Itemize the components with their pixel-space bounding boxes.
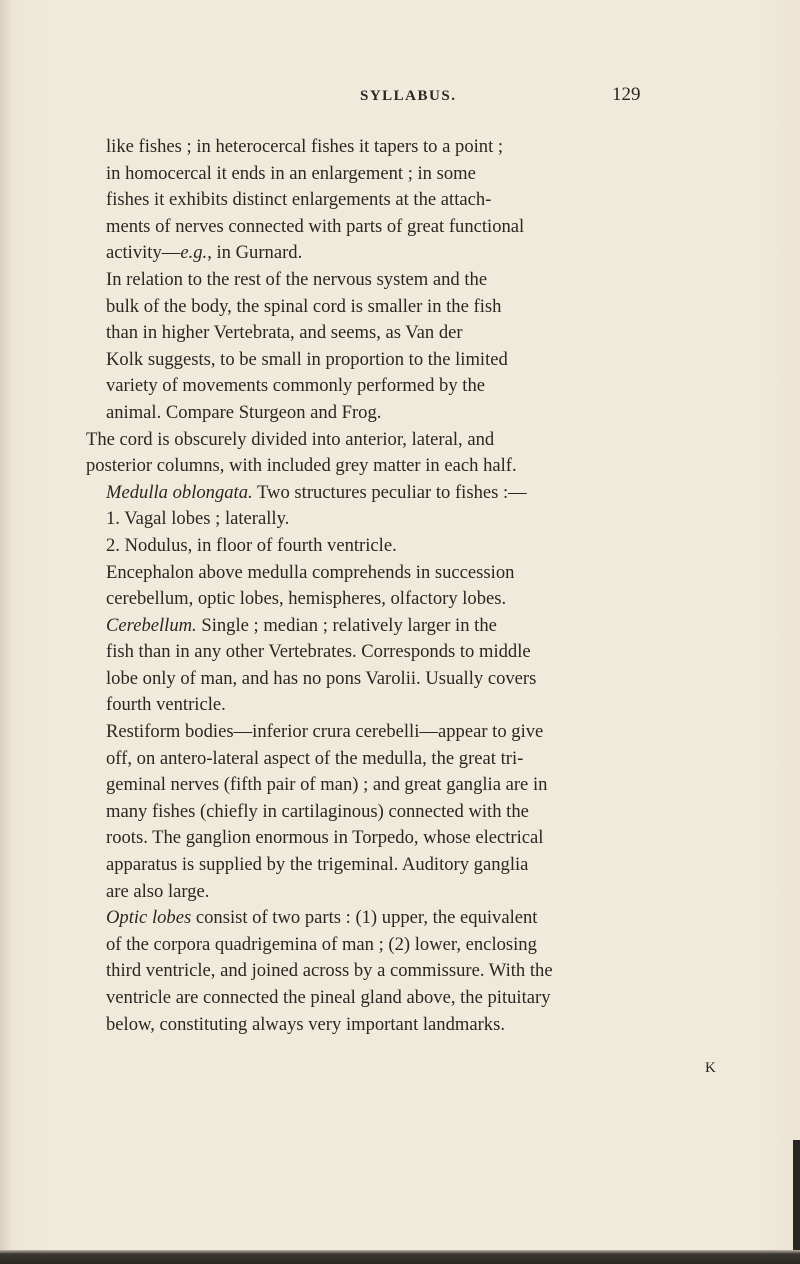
text-line <box>86 825 726 852</box>
italic-text: Cerebellum. <box>106 614 197 636</box>
text-run: bulk of the body, the spinal cord is smaller in the fish <box>106 295 502 317</box>
text-run: animal. Compare Sturgeon and Frog. <box>106 401 382 423</box>
text-line <box>86 613 726 640</box>
text-run: 2. Nodulus, in floor of fourth ventricle. <box>106 534 397 556</box>
text-run: in homocercal it ends in an enlargement ; in some <box>106 162 476 184</box>
text-run: many fishes (chiefly in cartilaginous) connected with the <box>106 800 529 822</box>
text-run: The cord is obscurely divided into anterior, lateral, and <box>86 428 495 450</box>
text-line <box>86 240 726 267</box>
text-run: apparatus is supplied by the trigeminal. Auditory ganglia <box>106 854 529 876</box>
text-line <box>86 985 726 1012</box>
text-line <box>86 958 726 985</box>
italic-text: Optic lobes <box>106 907 192 929</box>
text-run: third ventricle, and joined across by a commissure. With the <box>106 960 553 982</box>
text-run: geminal nerves (fifth pair of man) ; and great ganglia are in <box>106 774 548 796</box>
text-run: variety of movements commonly performed by the <box>106 375 486 397</box>
page-right-shadow <box>793 1140 800 1250</box>
text-line <box>86 719 726 746</box>
text-line <box>86 400 726 427</box>
text-line <box>86 692 726 719</box>
text-line <box>86 879 726 906</box>
text-run: consist of two parts : (1) upper, the equivalent <box>191 907 538 929</box>
text-line <box>86 533 726 560</box>
text-run: like fishes ; in heterocercal fishes it tapers to a point ; <box>106 136 504 157</box>
text-run: Kolk suggests, to be small in proportion to the limited <box>106 348 508 370</box>
text-run: Encephalon above medulla comprehends in succession <box>106 561 515 583</box>
text-run: than in higher Vertebrata, and seems, as Van der <box>106 322 463 344</box>
text-run: are also large. <box>106 880 210 902</box>
text-line <box>86 347 726 374</box>
text-run: lobe only of man, and has no pons Varolii. Usually covers <box>106 667 537 689</box>
text-line <box>86 267 726 294</box>
text-line <box>86 586 726 613</box>
text-line <box>86 799 726 826</box>
text-line <box>86 932 726 959</box>
text-line <box>86 639 726 666</box>
text-run: ments of nerves connected with parts of great functional <box>106 215 525 237</box>
signature-mark: K <box>705 1060 716 1076</box>
text-run: fish than in any other Vertebrates. Corresponds to middle <box>106 641 531 663</box>
text-run: fourth ventricle. <box>106 694 226 716</box>
text-line <box>86 746 726 773</box>
text-run: of the corpora quadrigemina of man ; (2) lower, enclosing <box>106 933 537 955</box>
text-run: Restiform bodies—inferior crura cerebelli—appear to give <box>106 721 544 743</box>
text-run: In relation to the rest of the nervous system and the <box>106 268 488 290</box>
text-line <box>86 453 726 480</box>
text-run: 1. Vagal lobes ; laterally. <box>106 508 290 530</box>
text-line <box>86 852 726 879</box>
text-line <box>86 214 726 241</box>
running-head: SYLLABUS. <box>360 88 457 104</box>
page-bottom-edge <box>0 1250 800 1264</box>
text-run: Two structures peculiar to fishes :— <box>252 481 527 503</box>
italic-text: e.g. <box>180 242 208 264</box>
text-line <box>86 1012 726 1039</box>
text-run: posterior columns, with included grey matter in each half. <box>86 455 517 477</box>
text-run: activity— <box>106 242 181 264</box>
text-run: ventricle are connected the pineal gland above, the pituitary <box>106 987 551 1008</box>
text-line <box>86 427 726 454</box>
page-number: 129 <box>612 84 641 105</box>
text-line <box>86 134 726 161</box>
text-line <box>86 373 726 400</box>
text-line <box>86 161 726 188</box>
text-run: cerebellum, optic lobes, hemispheres, olfactory lobes. <box>106 588 507 610</box>
text-line <box>86 320 726 347</box>
text-line <box>86 905 726 932</box>
text-run: fishes it exhibits distinct enlargements at the attach- <box>106 189 492 211</box>
text-run: Single ; median ; relatively larger in the <box>196 614 497 636</box>
text-run: below, constituting always very important landmarks. <box>106 1013 505 1035</box>
body-text <box>86 134 726 1038</box>
text-line <box>86 480 726 507</box>
page-left-edge <box>0 0 10 1264</box>
text-line <box>86 560 726 587</box>
text-line <box>86 772 726 799</box>
italic-text: Medulla oblongata. <box>106 481 253 503</box>
text-line <box>86 666 726 693</box>
text-run: roots. The ganglion enormous in Torpedo, whose electrical <box>106 827 544 849</box>
text-line <box>86 187 726 214</box>
text-run: , in Gurnard. <box>207 242 303 264</box>
text-line <box>86 294 726 321</box>
text-line <box>86 506 726 533</box>
text-run: off, on antero-lateral aspect of the medulla, the great tri- <box>106 747 524 769</box>
